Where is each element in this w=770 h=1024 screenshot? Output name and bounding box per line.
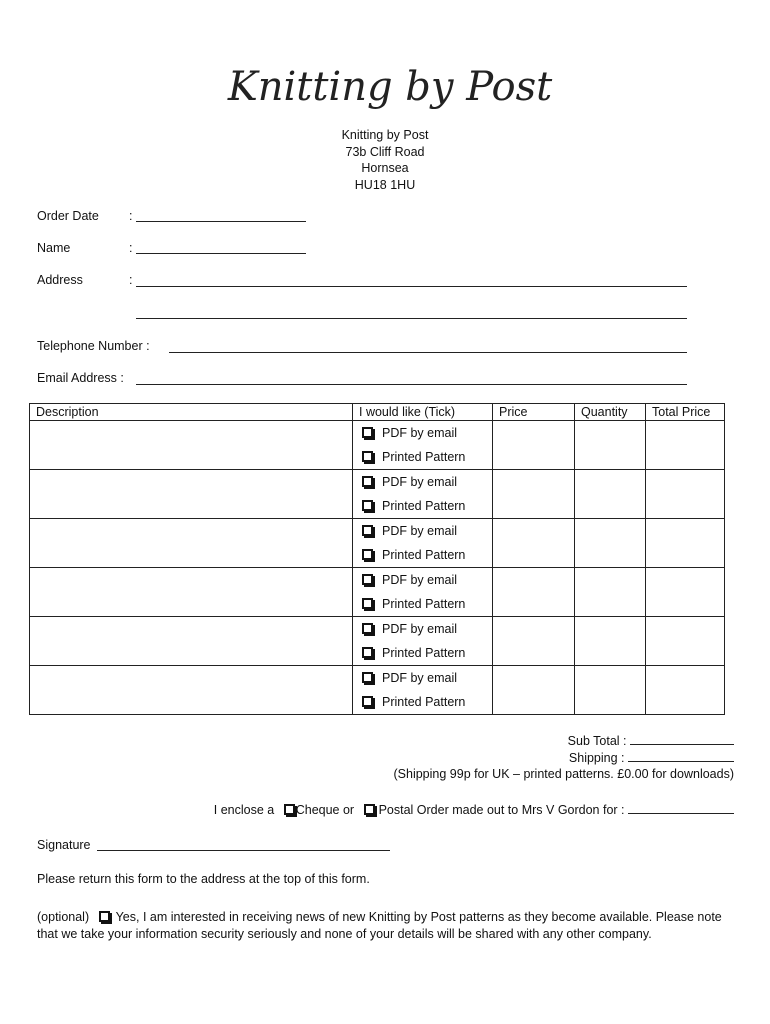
checkbox[interactable] (362, 623, 373, 634)
checkbox[interactable] (362, 427, 373, 438)
sub-total-row (394, 733, 735, 750)
option-pdf-label: PDF by email (382, 524, 458, 538)
signature-label: Signature (37, 838, 91, 852)
option-printed[interactable] (353, 445, 492, 469)
option-printed-label: Printed Pattern (382, 548, 466, 562)
checkbox[interactable] (362, 647, 373, 658)
tick-cell (353, 519, 493, 568)
total-price-cell[interactable] (646, 666, 725, 715)
checkbox[interactable] (362, 451, 373, 462)
checkbox[interactable] (362, 574, 373, 585)
shipping-field[interactable] (628, 751, 734, 762)
description-cell[interactable] (30, 421, 353, 470)
shop-address (0, 127, 770, 193)
postal-order-label: Postal Order made out to Mrs V Gordon for : (378, 803, 625, 817)
description-cell[interactable] (30, 617, 353, 666)
name-label: Name (37, 241, 71, 255)
payment-amount-field[interactable] (628, 803, 734, 814)
optional-prefix: (optional) (37, 910, 90, 924)
address-line: 73b Cliff Road (345, 144, 425, 159)
price-cell[interactable] (493, 519, 575, 568)
signature-field[interactable] (97, 850, 390, 851)
checkbox[interactable] (362, 598, 373, 609)
checkbox[interactable] (362, 672, 373, 683)
checkbox[interactable] (362, 476, 373, 487)
name-field[interactable] (136, 253, 306, 254)
payment-row (214, 803, 734, 817)
total-price-cell[interactable] (646, 617, 725, 666)
table-row (30, 421, 725, 470)
option-pdf-label: PDF by email (382, 622, 458, 636)
option-pdf[interactable] (353, 421, 492, 445)
optional-text: Yes, I am interested in receiving news of new Knitting by Post patterns as they become available. Please note that we take your information security seriously and none of your details will be shared with any other company. (37, 910, 722, 941)
total-price-cell[interactable] (646, 470, 725, 519)
option-printed-label: Printed Pattern (382, 597, 466, 611)
tick-cell (353, 470, 493, 519)
name-colon: : (129, 241, 133, 255)
shipping-label: Shipping : (568, 750, 625, 765)
option-pdf[interactable] (353, 568, 492, 592)
option-printed[interactable] (353, 641, 492, 665)
address-line: Hornsea (361, 161, 409, 175)
total-price-cell[interactable] (646, 519, 725, 568)
return-note: Please return this form to the address at the top of this form. (37, 872, 370, 886)
description-cell[interactable] (30, 666, 353, 715)
newsletter-checkbox[interactable] (99, 911, 110, 922)
header-quantity: Quantity (575, 404, 646, 421)
total-price-cell[interactable] (646, 568, 725, 617)
postal-order-checkbox[interactable] (364, 804, 375, 815)
address-field-line-2[interactable] (136, 318, 687, 319)
knitting-by-post-logo (227, 58, 553, 120)
telephone-label: Telephone Number : (37, 339, 150, 353)
address-line: Knitting by Post (341, 128, 429, 142)
table-row (30, 519, 725, 568)
address-colon: : (129, 273, 133, 287)
option-pdf[interactable] (353, 470, 492, 494)
enclose-label: I enclose a (213, 803, 275, 817)
cheque-checkbox[interactable] (284, 804, 295, 815)
description-cell[interactable] (30, 568, 353, 617)
price-cell[interactable] (493, 617, 575, 666)
optional-consent (37, 909, 737, 943)
order-date-label: Order Date (37, 209, 99, 223)
header-tick: I would like (Tick) (353, 404, 493, 421)
description-cell[interactable] (30, 519, 353, 568)
option-printed[interactable] (353, 543, 492, 567)
table-header-row (30, 404, 725, 421)
tick-cell (353, 666, 493, 715)
option-printed[interactable] (353, 592, 492, 616)
table-row (30, 666, 725, 715)
checkbox[interactable] (362, 696, 373, 707)
totals-block (394, 733, 735, 783)
price-cell[interactable] (493, 421, 575, 470)
checkbox[interactable] (362, 500, 373, 511)
price-cell[interactable] (493, 666, 575, 715)
quantity-cell[interactable] (575, 421, 646, 470)
tick-cell (353, 421, 493, 470)
description-cell[interactable] (30, 470, 353, 519)
order-date-field[interactable] (136, 221, 306, 222)
address-line: HU18 1HU (354, 177, 416, 192)
shipping-row (394, 750, 735, 767)
option-pdf[interactable] (353, 617, 492, 641)
shipping-note: (Shipping 99p for UK – printed patterns. £0.00 for downloads) (393, 767, 734, 781)
table-row (30, 617, 725, 666)
header-price: Price (493, 404, 575, 421)
address-label: Address (37, 273, 83, 287)
checkbox[interactable] (362, 525, 373, 536)
total-price-cell[interactable] (646, 421, 725, 470)
sub-total-label: Sub Total : (567, 734, 627, 748)
option-pdf-label: PDF by email (382, 475, 458, 489)
option-pdf-label: PDF by email (382, 426, 458, 440)
email-field[interactable] (136, 384, 687, 385)
option-printed-label: Printed Pattern (382, 646, 466, 660)
header-total-price: Total Price (646, 404, 725, 421)
option-pdf[interactable] (353, 519, 492, 543)
cheque-label: Cheque or (295, 803, 355, 817)
address-field-line-1[interactable] (136, 286, 687, 287)
option-pdf[interactable] (353, 666, 492, 690)
table-row (30, 568, 725, 617)
price-cell[interactable] (493, 470, 575, 519)
email-label: Email Address : (37, 371, 124, 385)
quantity-cell[interactable] (575, 470, 646, 519)
checkbox[interactable] (362, 549, 373, 560)
option-printed[interactable] (353, 690, 492, 714)
option-printed[interactable] (353, 494, 492, 518)
table-row (30, 470, 725, 519)
option-pdf-label: PDF by email (382, 671, 458, 685)
option-printed-label: Printed Pattern (382, 450, 466, 464)
option-pdf-label: PDF by email (382, 573, 458, 587)
quantity-cell[interactable] (575, 519, 646, 568)
quantity-cell[interactable] (575, 568, 646, 617)
price-cell[interactable] (493, 568, 575, 617)
telephone-field[interactable] (169, 352, 687, 353)
tick-cell (353, 568, 493, 617)
logo-text: Knitting by Post (227, 64, 553, 110)
quantity-cell[interactable] (575, 617, 646, 666)
option-printed-label: Printed Pattern (382, 499, 466, 513)
option-printed-label: Printed Pattern (382, 695, 466, 709)
tick-cell (353, 617, 493, 666)
order-date-colon: : (129, 209, 133, 223)
quantity-cell[interactable] (575, 666, 646, 715)
sub-total-field[interactable] (630, 734, 734, 745)
header-description: Description (30, 404, 353, 421)
order-table (29, 403, 725, 715)
